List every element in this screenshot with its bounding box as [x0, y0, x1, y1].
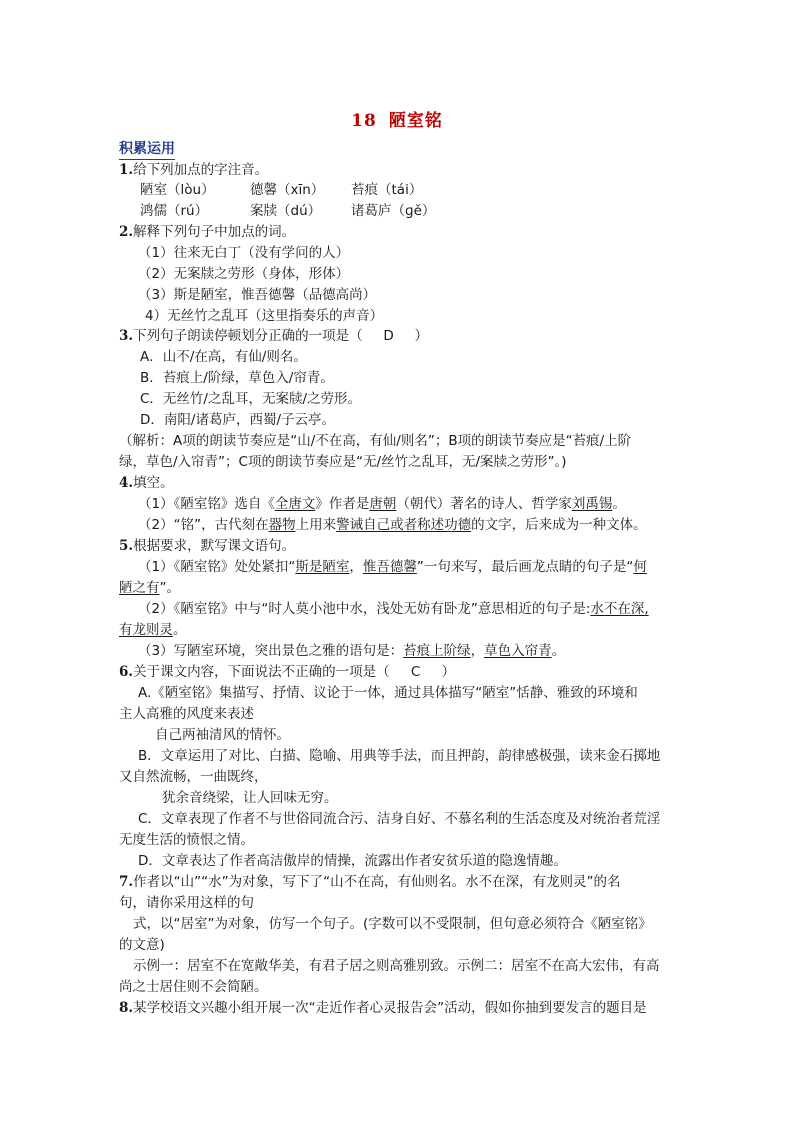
option-line: C．文章表现了作者不与世俗同流合污、洁身自好、不慕名利的生活态度及对统治者荒淫	[138, 811, 661, 827]
fill-line	[138, 641, 565, 661]
answer-blank: 警诫自己或者称述功德	[336, 517, 472, 533]
question-7	[119, 872, 621, 892]
text-segment: ，	[349, 559, 363, 575]
option-line: 自己两袖清风的情怀。	[155, 727, 290, 743]
question-number: 1.	[119, 162, 134, 178]
answer-blank: 苔痕上阶绿	[403, 643, 471, 659]
question-3	[119, 326, 428, 346]
question-prompt: 关于课文内容，下面说法不正确的一项是（	[133, 664, 390, 680]
text-segment: 的文字，后来成为一种文体。	[471, 517, 647, 533]
option-line: 无度生活的愤恨之情。	[119, 832, 254, 848]
option-line: D．文章表达了作者高洁傲岸的情操，流露出作者安贫乐道的隐逸情趣。	[138, 853, 567, 869]
question-prompt: 给下列加点的字注音。	[133, 162, 269, 178]
text-segment: ，	[470, 643, 485, 659]
text-segment: 》作者是	[315, 496, 370, 512]
question-1	[119, 160, 268, 180]
title-text: 陋室铭	[388, 111, 443, 131]
text-segment: ”一句来写，最后画龙点睛的句子是“	[416, 559, 634, 575]
question-2	[119, 222, 295, 242]
question-number: 8.	[119, 1000, 134, 1016]
question-number: 6.	[119, 664, 134, 680]
answer-blank: 水不在深,	[590, 601, 649, 617]
question-prompt: 填空。	[133, 475, 174, 491]
fill-line	[138, 494, 626, 514]
answer-blank: 惟吾德馨	[362, 559, 417, 575]
question-prompt-end: ）	[441, 664, 456, 680]
option-line: B．文章运用了对比、白描、隐喻、用典等手法，而且押韵，韵律感极强，读来金石掷地	[138, 748, 661, 764]
pinyin-item: 苔痕（tái）	[351, 182, 423, 198]
text-segment: （3）写陋室环境，突出景色之雅的语句是：	[138, 643, 404, 659]
question-line: 句，请你采用这样的句	[119, 895, 254, 911]
question-4	[119, 473, 174, 493]
answer-blank: 器物	[268, 517, 296, 533]
fill-line	[138, 599, 649, 619]
question-prompt-end: ）	[414, 328, 429, 344]
text-segment: （2）“铭”，古代刻在	[138, 517, 269, 533]
option-a: A．山不/在高，有仙/则名。	[140, 349, 307, 365]
question-number: 3.	[119, 328, 134, 344]
option-line: 又自然流畅，一曲既终，	[119, 769, 268, 785]
question-line: 的文意)	[119, 937, 165, 953]
question-6	[119, 662, 455, 682]
analysis-text: 绿，草色/入帘青”；C项的朗读节奏应是“无/丝竹之乱耳，无/案牍之劳形”。)	[119, 454, 567, 470]
section-label: 积累运用	[119, 140, 175, 160]
pinyin-row-2	[140, 201, 435, 221]
analysis-text: （解析：A项的朗读节奏应是“山/不在高，有仙/则名”；B项的朗读节奏应是“苔痕/上阶	[119, 433, 632, 449]
answer-blank: 何	[633, 559, 647, 575]
list-item: 4）无丝竹之乱耳（这里指奏乐的声音）	[145, 308, 384, 324]
pinyin-item: 陋室（lòu）	[140, 182, 215, 198]
text-segment: 。	[551, 643, 566, 659]
answer-blank: 草色入帘青	[484, 643, 552, 659]
fill-line	[119, 578, 180, 598]
title-number: 18	[351, 111, 377, 131]
pinyin-item: 德馨（xīn）	[250, 182, 325, 198]
question-8	[119, 998, 647, 1018]
question-number: 7.	[119, 874, 134, 890]
option-line: 主人高雅的风度来表述	[119, 706, 254, 722]
text-segment: 上用来	[295, 517, 337, 533]
answer-blank: 唐朝	[369, 496, 397, 512]
option-b: B．苔痕上/阶绿，草色入/帘青。	[140, 370, 334, 386]
question-number: 5.	[119, 538, 134, 554]
option-line: A.《陋室铭》集描写、抒情、议论于一体，通过具体描写“陋室”恬静、雅致的环境和	[138, 685, 638, 701]
text-segment: （1）《陋室铭》选自《	[138, 496, 275, 512]
list-item: （2）无案牍之劳形（身体，形体）	[138, 266, 350, 282]
text-segment: 。	[173, 622, 187, 638]
fill-line	[138, 557, 647, 577]
text-segment: 。	[612, 496, 626, 512]
list-item: （3）斯是陋室，惟吾德馨（品德高尚）	[138, 287, 377, 303]
fill-line	[138, 515, 647, 535]
question-prompt: 作者以“山”“水”为对象，写下了“山不在高，有仙则名。水不在深，有龙则灵”的名	[133, 874, 621, 890]
option-line: 犹余音绕梁，让人回味无穷。	[162, 790, 338, 806]
pinyin-row-1	[140, 180, 422, 200]
text-segment: （1）《陋室铭》处处紧扣“	[138, 559, 296, 575]
answer-value: C	[410, 664, 421, 680]
question-prompt: 下列句子朗读停顿划分正确的一项是（	[133, 328, 363, 344]
question-5	[119, 536, 295, 556]
text-segment: （朝代）著名的诗人、哲学家	[396, 496, 572, 512]
question-number: 2.	[119, 224, 134, 240]
answer-blank: 斯是陋室	[295, 559, 350, 575]
question-prompt: 解释下列句子中加点的词。	[133, 224, 296, 240]
answer-blank: 有龙则灵	[119, 622, 173, 638]
text-segment: （2）《陋室铭》中与“时人莫小池中水，浅处无妨有卧龙”意思相近的句子是:	[138, 601, 591, 617]
pinyin-item: 案牍（dú）	[250, 203, 322, 219]
question-line: 式，以“居室”为对象，仿写一个句子。(字数可以不受限制，但句意必须符合《陋室铭》	[133, 916, 652, 932]
question-prompt: 根据要求，默写课文语句。	[133, 538, 296, 554]
question-number: 4.	[119, 475, 134, 491]
option-d: D．南阳/诸葛庐，西蜀/子云亭。	[140, 412, 335, 428]
pinyin-item: 诸葛庐（ɡě）	[351, 203, 436, 219]
answer-blank: 陋之有	[119, 580, 160, 596]
answer-value: D	[383, 328, 394, 344]
fill-line	[119, 620, 187, 640]
text-segment: ”。	[159, 580, 180, 596]
answer-blank: 全唐文	[274, 496, 316, 512]
example-answer: 尚之士居住则不会简陋。	[119, 979, 268, 995]
page-title	[0, 106, 794, 131]
option-c: C．无丝竹/之乱耳，无案牍/之劳形。	[140, 391, 362, 407]
question-prompt: 某学校语文兴趣小组开展一次“走近作者心灵报告会”活动，假如你抽到要发言的题目是	[133, 1000, 647, 1016]
example-answer: 示例一：居室不在宽敞华美，有君子居之则高雅别致。示例二：居室不在高大宏伟，有高	[133, 958, 660, 974]
answer-blank: 刘禹锡	[571, 496, 613, 512]
list-item: （1）往来无白丁（没有学问的人）	[138, 245, 350, 261]
pinyin-item: 鸿儒（rú）	[140, 203, 209, 219]
